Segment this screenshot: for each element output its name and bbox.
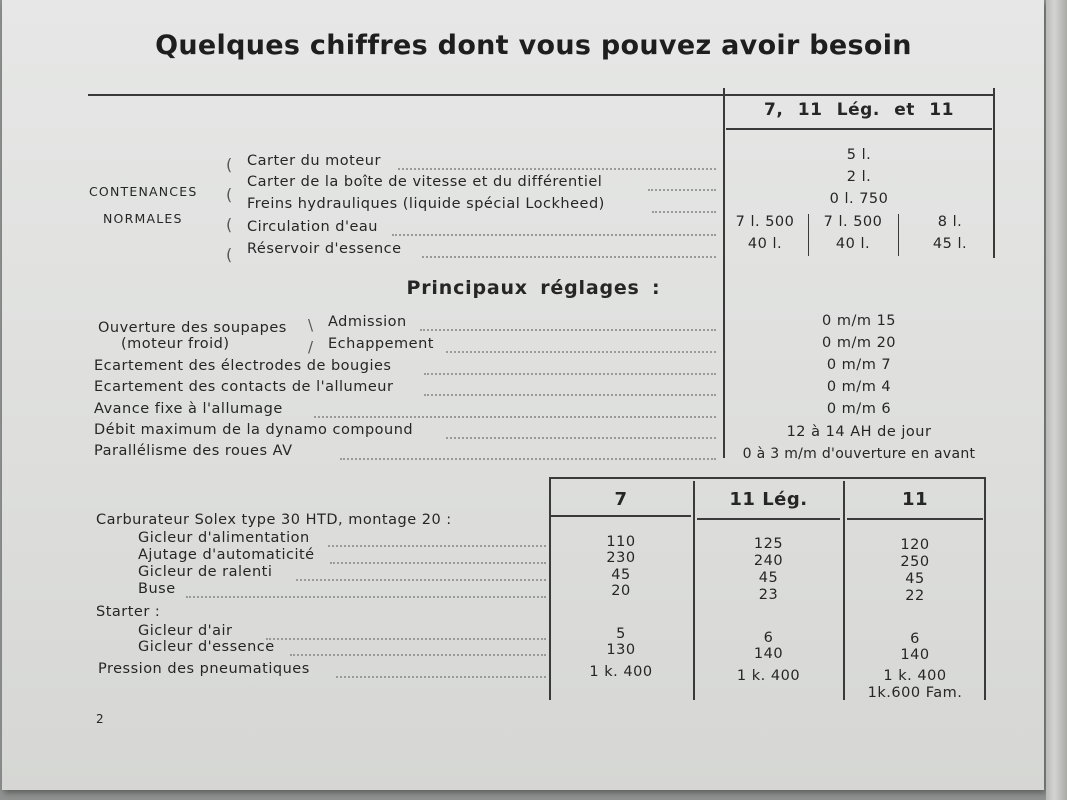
dynamo-value: 12 à 14 AH de jour bbox=[786, 424, 932, 440]
leader-dots bbox=[328, 545, 546, 547]
soupapes-label: Ouverture des soupapes bbox=[98, 320, 287, 336]
reservoir-label: Réservoir d'essence bbox=[247, 241, 402, 257]
leader-dots bbox=[266, 638, 546, 640]
leader-dots bbox=[330, 562, 546, 564]
top-rule bbox=[88, 94, 994, 96]
brace-symbol: \ / bbox=[308, 316, 314, 356]
pression-11: 1 k. 400 bbox=[883, 668, 947, 684]
circulation-value-11leg: 7 l. 500 bbox=[823, 214, 883, 230]
parallelisme-label: Parallélisme des roues AV bbox=[94, 443, 293, 459]
carburation-top-rule bbox=[549, 477, 986, 479]
leader-dots bbox=[398, 168, 716, 170]
allumeur-label: Ecartement des contacts de l'allumeur bbox=[94, 379, 394, 395]
leader-dots bbox=[424, 394, 716, 396]
carburateur-label: Carburateur Solex type 30 HTD, montage 20 : bbox=[96, 512, 452, 528]
ajutage-11: 250 bbox=[900, 554, 930, 570]
leader-dots bbox=[424, 373, 716, 375]
echappement-value: 0 m/m 20 bbox=[821, 335, 897, 351]
header-underline bbox=[697, 518, 840, 520]
leader-dots bbox=[296, 579, 546, 581]
parallelisme-value: 0 à 3 m/m d'ouverture en avant bbox=[742, 446, 976, 462]
contenances-column-divider bbox=[723, 88, 725, 458]
ajutage-7: 230 bbox=[606, 550, 636, 566]
admission-label: Admission bbox=[328, 314, 407, 330]
normales-group-label: NORMALES bbox=[103, 211, 183, 226]
gicleur-air-7: 5 bbox=[616, 626, 626, 642]
gicleur-alimentation-label: Gicleur d'alimentation bbox=[138, 530, 310, 546]
page-number: 2 bbox=[96, 712, 105, 726]
page-title: Quelques chiffres dont vous pouvez avoir besoin bbox=[155, 30, 912, 61]
freins-label: Freins hydrauliques (liquide spécial Lockheed) bbox=[247, 196, 605, 212]
header-underline bbox=[726, 128, 992, 130]
ajutage-11leg: 240 bbox=[753, 553, 784, 569]
moteur-froid-label: (moteur froid) bbox=[121, 336, 230, 352]
circulation-label: Circulation d'eau bbox=[247, 219, 378, 235]
gicleur-essence-11leg: 140 bbox=[753, 646, 784, 662]
gicleur-alimentation-11leg: 125 bbox=[753, 536, 784, 552]
gicleur-air-11: 6 bbox=[910, 631, 920, 647]
reservoir-value-11: 45 l. bbox=[932, 236, 968, 252]
carter-boite-label: Carter de la boîte de vitesse et du différentiel bbox=[247, 174, 603, 190]
leader-dots bbox=[648, 189, 716, 191]
column-header-11: 11 bbox=[901, 489, 929, 510]
carburation-divider bbox=[693, 481, 695, 700]
sub-column-divider bbox=[898, 214, 899, 256]
header-underline bbox=[847, 518, 983, 520]
leader-dots bbox=[392, 234, 716, 236]
gicleur-ralenti-label: Gicleur de ralenti bbox=[138, 564, 273, 580]
pression-label: Pression des pneumatiques bbox=[98, 661, 310, 677]
admission-value: 0 m/m 15 bbox=[821, 313, 897, 329]
next-page-edge bbox=[1046, 0, 1067, 800]
right-border bbox=[993, 88, 995, 258]
gicleur-air-11leg: 6 bbox=[763, 630, 774, 646]
gicleur-ralenti-7: 45 bbox=[611, 567, 631, 583]
gicleur-ralenti-11leg: 45 bbox=[758, 570, 779, 586]
reglages-heading: Principaux réglages : bbox=[406, 277, 661, 299]
pression-11-familiale: 1k.600 Fam. bbox=[867, 685, 963, 701]
leader-dots bbox=[422, 256, 716, 258]
leader-dots bbox=[290, 654, 546, 656]
circulation-value-7: 7 l. 500 bbox=[735, 214, 795, 230]
header-underline bbox=[551, 515, 691, 517]
pression-7: 1 k. 400 bbox=[589, 664, 653, 680]
gicleur-essence-label: Gicleur d'essence bbox=[138, 639, 275, 655]
pression-11leg: 1 k. 400 bbox=[736, 668, 801, 684]
allumeur-value: 0 m/m 4 bbox=[826, 379, 892, 395]
gicleur-essence-11: 140 bbox=[900, 647, 930, 663]
gicleur-alimentation-11: 120 bbox=[900, 537, 930, 553]
echappement-label: Echappement bbox=[328, 336, 434, 352]
carter-boite-value: 2 l. bbox=[846, 169, 872, 185]
leader-dots bbox=[340, 458, 716, 460]
reservoir-value-7: 40 l. bbox=[747, 236, 783, 252]
circulation-value-11: 8 l. bbox=[937, 214, 963, 230]
buse-11: 22 bbox=[905, 588, 925, 604]
gicleur-air-label: Gicleur d'air bbox=[138, 623, 233, 639]
gicleur-ralenti-11: 45 bbox=[905, 571, 925, 587]
sub-column-divider bbox=[808, 214, 809, 256]
ajutage-label: Ajutage d'automaticité bbox=[138, 547, 315, 563]
avance-value: 0 m/m 6 bbox=[826, 401, 892, 417]
column-header-11leg: 11 Lég. bbox=[729, 489, 808, 510]
dynamo-label: Débit maximum de la dynamo compound bbox=[94, 422, 414, 438]
leader-dots bbox=[446, 351, 716, 353]
leader-dots bbox=[420, 329, 716, 331]
carter-moteur-value: 5 l. bbox=[846, 147, 872, 163]
freins-value: 0 l. 750 bbox=[829, 191, 889, 207]
carter-moteur-label: Carter du moteur bbox=[247, 153, 381, 169]
buse-11leg: 23 bbox=[758, 587, 779, 603]
contenances-header: 7, 11 Lég. et 11 bbox=[764, 100, 954, 120]
reservoir-value-11leg: 40 l. bbox=[835, 236, 871, 252]
carburation-right-border bbox=[984, 477, 986, 700]
gicleur-alimentation-7: 110 bbox=[606, 534, 636, 550]
carburation-divider bbox=[843, 481, 845, 700]
leader-dots bbox=[186, 596, 546, 598]
bougies-label: Ecartement des électrodes de bougies bbox=[94, 358, 392, 374]
contenances-group-label: CONTENANCES bbox=[89, 184, 198, 199]
brace-symbol: ( ( ( ( bbox=[226, 155, 233, 264]
column-header-7: 7 bbox=[614, 489, 628, 510]
bougies-value: 0 m/m 7 bbox=[826, 357, 892, 373]
leader-dots bbox=[336, 676, 546, 678]
buse-label: Buse bbox=[138, 581, 176, 597]
avance-label: Avance fixe à l'allumage bbox=[94, 401, 283, 417]
leader-dots bbox=[652, 211, 716, 213]
buse-7: 20 bbox=[611, 583, 631, 599]
leader-dots bbox=[314, 416, 716, 418]
leader-dots bbox=[446, 437, 716, 439]
starter-label: Starter : bbox=[96, 604, 161, 620]
gicleur-essence-7: 130 bbox=[606, 642, 636, 658]
